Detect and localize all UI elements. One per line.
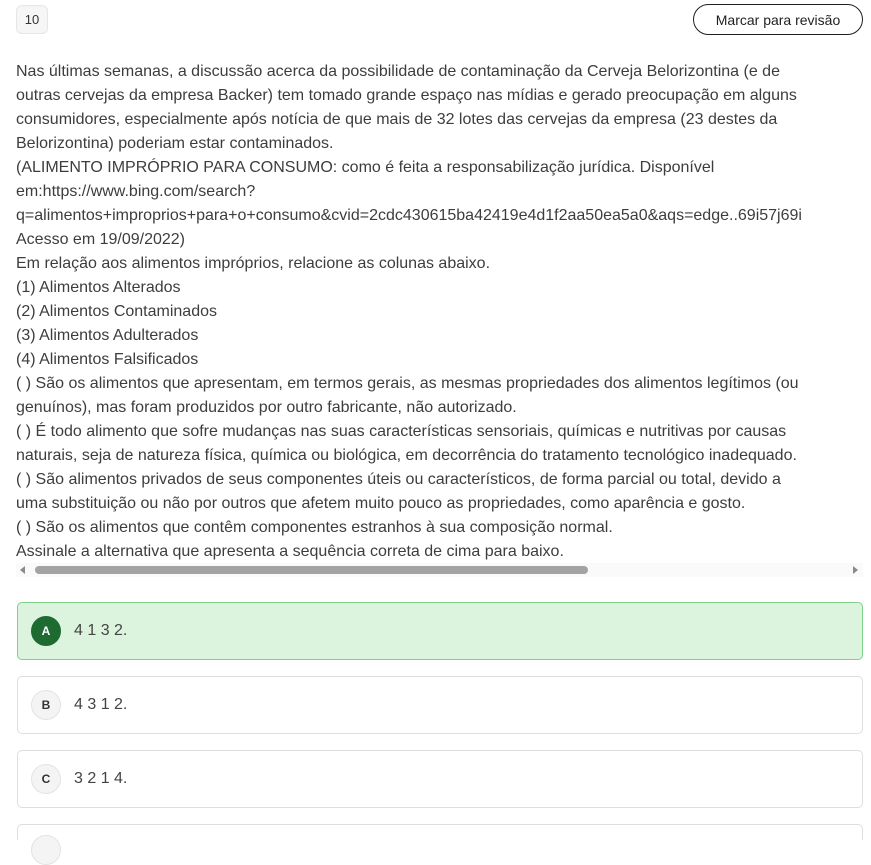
horizontal-scrollbar[interactable]	[16, 563, 863, 577]
question-line: ( ) É todo alimento que sofre mudanças nas suas características sensoriais, químicas e nutritivas por causas	[16, 423, 787, 440]
question-line: (2) Alimentos Contaminados	[16, 303, 217, 320]
triangle-right-icon[interactable]	[853, 566, 858, 574]
option-c[interactable]	[17, 750, 863, 808]
option-text: 4 1 3 2.	[74, 622, 128, 639]
question-line: q=alimentos+improprios+para+o+consumo&cvid=2cdc430615ba42419e4d1f2aa50ea5a0&aqs=edge..69i57j69i	[16, 207, 802, 224]
question-line: (ALIMENTO IMPRÓPRIO PARA CONSUMO: como é feita a responsabilização jurídica. Disponível	[16, 159, 715, 176]
question-line: genuínos), mas foram produzidos por outro fabricante, não autorizado.	[16, 399, 517, 416]
scrollbar-thumb[interactable]	[35, 566, 588, 574]
option-letter-badge: C	[31, 764, 61, 794]
question-line: outras cervejas da empresa Backer) tem tomado grande espaço nas mídias e gerado preocupação em alguns	[16, 87, 797, 104]
question-number: 10	[16, 5, 48, 34]
question-line: Assinale a alternativa que apresenta a sequência correta de cima para baixo.	[16, 543, 564, 560]
question-line: naturais, seja de natureza física, química ou biológica, em decorrência do tratamento tecnológico inadequado.	[16, 447, 797, 464]
question-line: Belorizontina) poderiam estar contaminados.	[16, 135, 334, 152]
question-text	[16, 60, 871, 564]
mark-for-review-button[interactable]: Marcar para revisão	[693, 4, 863, 35]
question-line: Nas últimas semanas, a discussão acerca da possibilidade de contaminação da Cerveja Belorizontina (e de	[16, 63, 780, 80]
option-b[interactable]	[17, 676, 863, 734]
question-line: Acesso em 19/09/2022)	[16, 231, 185, 248]
question-line: (3) Alimentos Adulterados	[16, 327, 199, 344]
question-line: consumidores, especialmente após notícia de que mais de 32 lotes das cervejas da empresa (23 destes da	[16, 111, 778, 128]
option-text: 3 2 1 4.	[74, 770, 128, 787]
option-text: 4 3 1 2.	[74, 696, 128, 713]
option-letter-badge: A	[31, 616, 61, 646]
triangle-left-icon[interactable]	[20, 566, 25, 574]
question-line: (4) Alimentos Falsificados	[16, 351, 199, 368]
option-letter-badge: B	[31, 690, 61, 720]
question-line: (1) Alimentos Alterados	[16, 279, 181, 296]
question-line: ( ) São os alimentos que apresentam, em termos gerais, as mesmas propriedades dos alimentos legítimos (ou	[16, 375, 799, 392]
question-line: Em relação aos alimentos impróprios, relacione as colunas abaixo.	[16, 255, 491, 272]
option-d[interactable]	[17, 824, 863, 840]
question-line: em:https://www.bing.com/search?	[16, 183, 256, 200]
question-line: ( ) São os alimentos que contêm componentes estranhos à sua composição normal.	[16, 519, 613, 536]
question-line: uma substituição ou não por outros que afetem muito pouco as propriedades, como aparência e gosto.	[16, 495, 746, 512]
question-line: ( ) São alimentos privados de seus componentes úteis ou característicos, de forma parcial ou total, devido a	[16, 471, 781, 488]
option-a[interactable]	[17, 602, 863, 660]
